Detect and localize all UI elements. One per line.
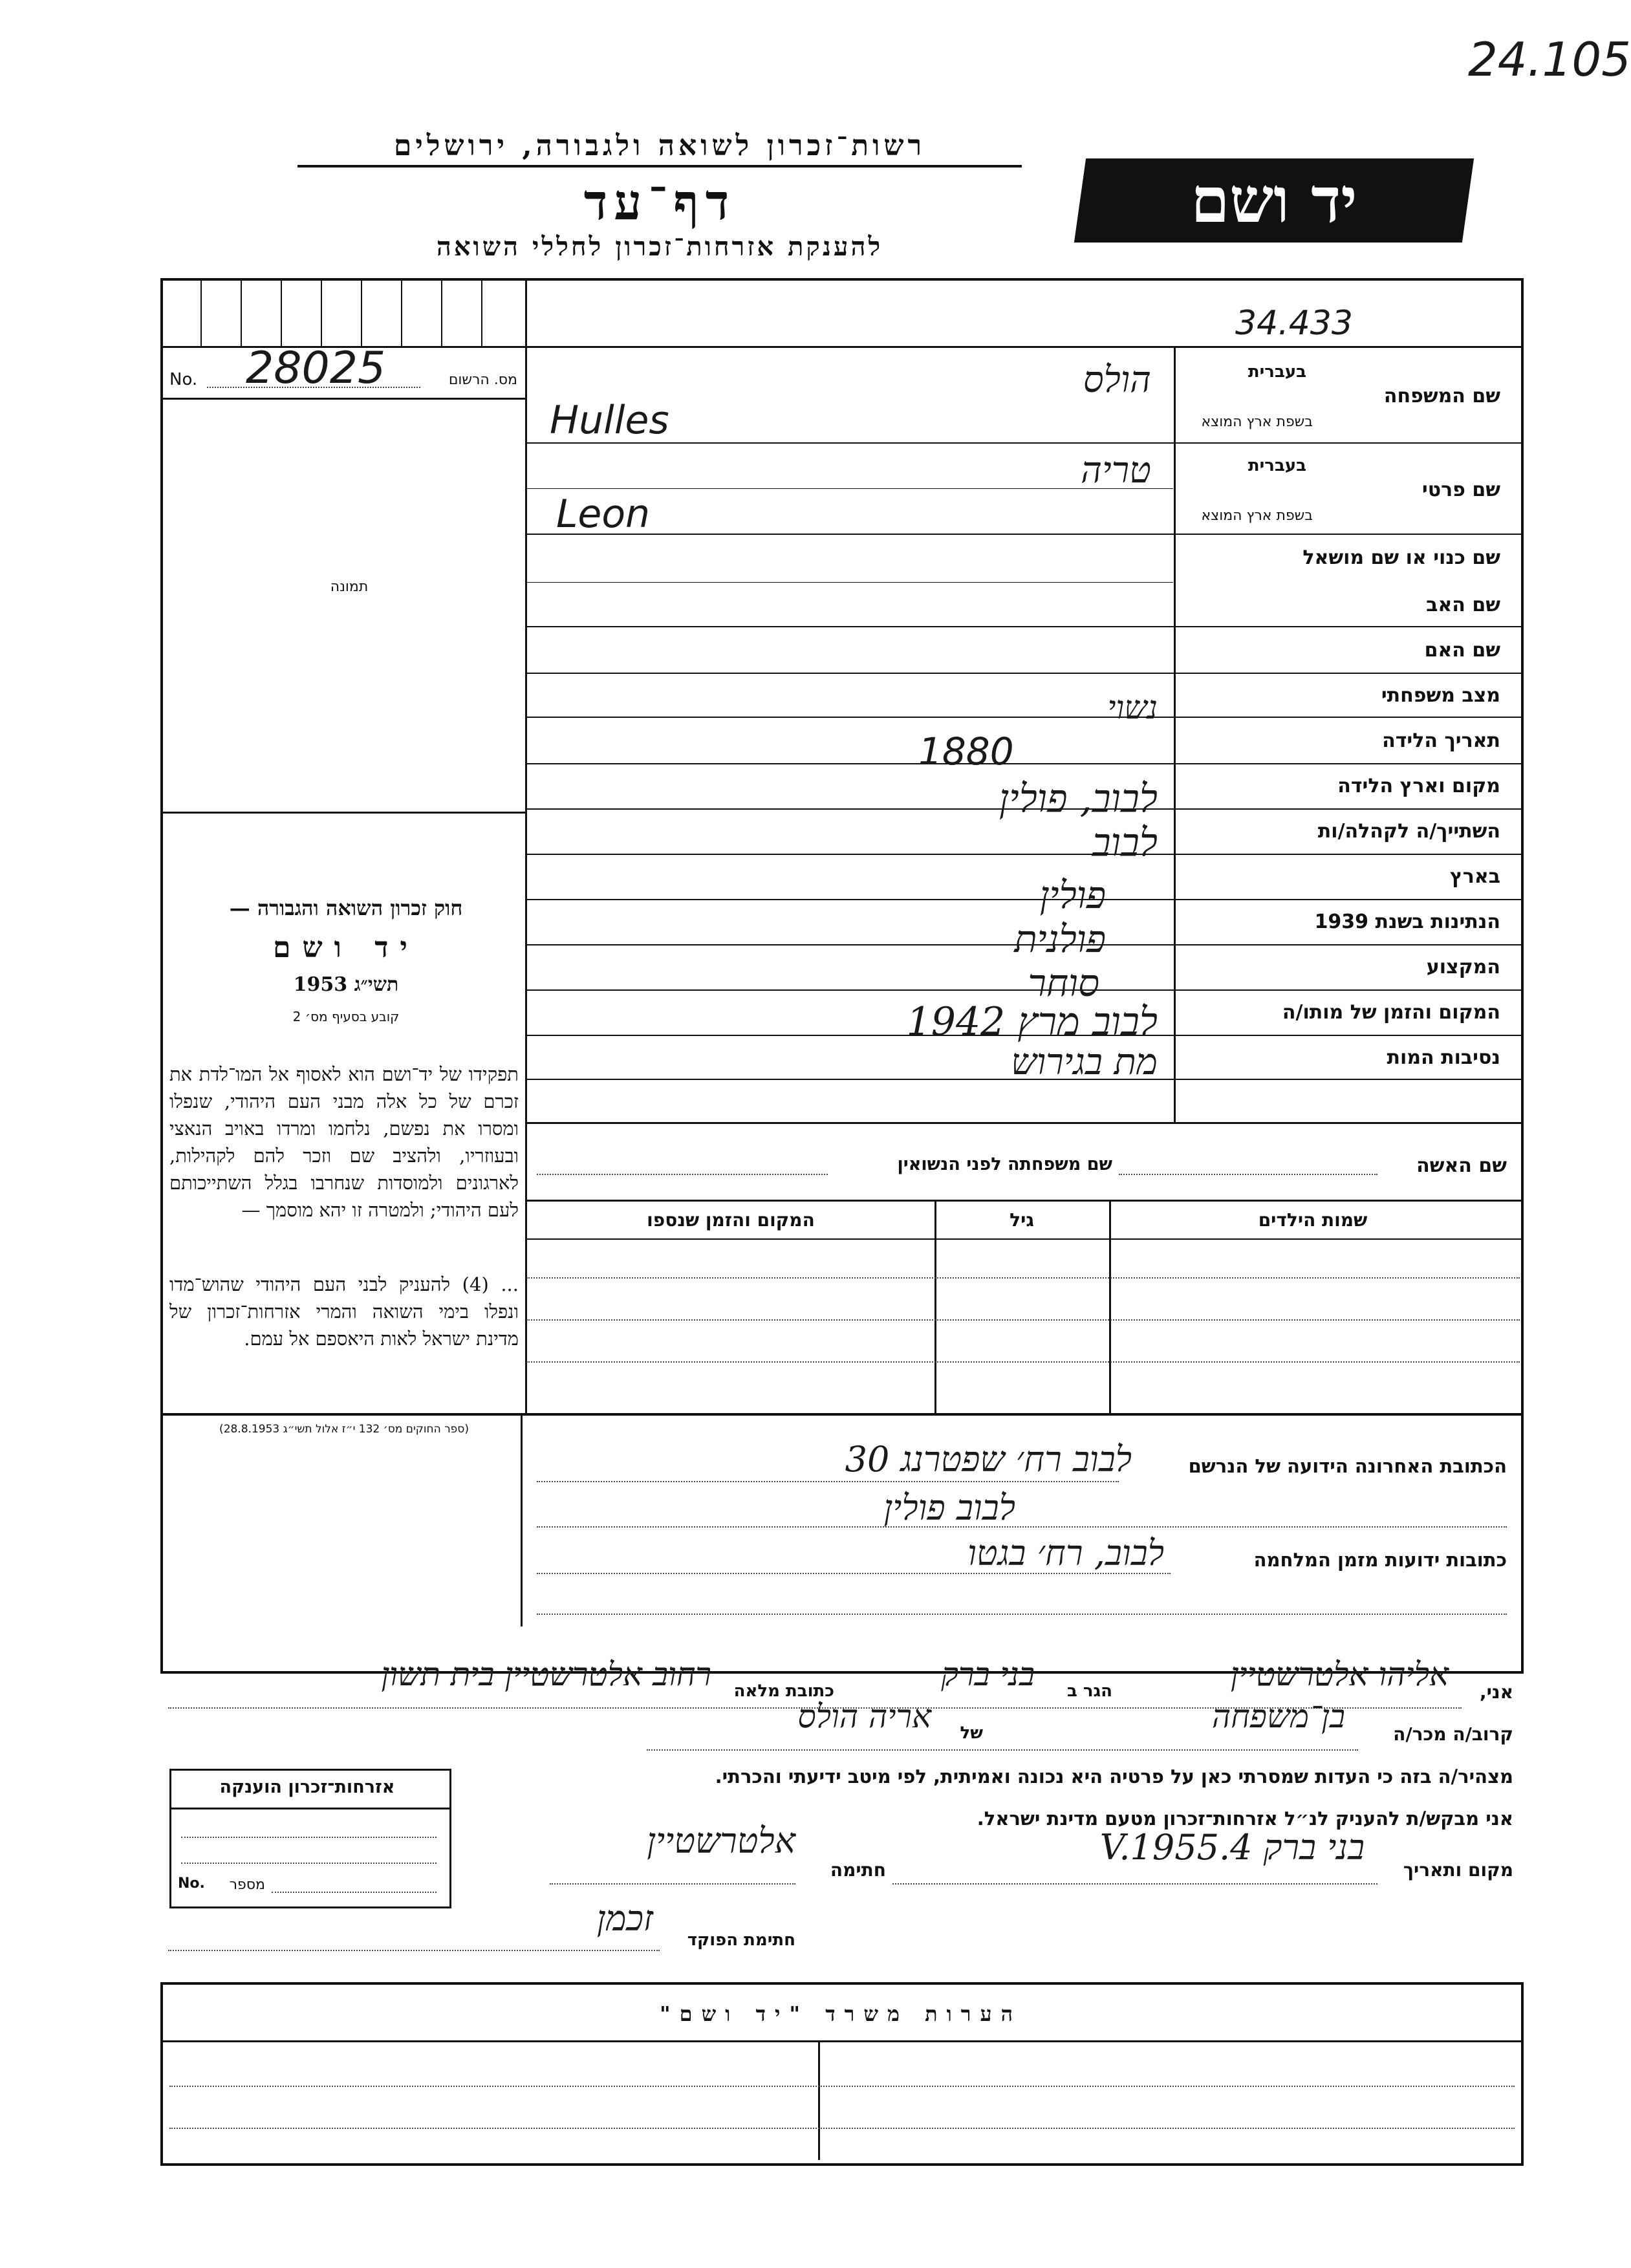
corner-number: 24.105 xyxy=(1468,32,1631,87)
citizenship-value: פולנית xyxy=(1014,917,1106,961)
law-clause: קובע בסעיף מס׳ 2 xyxy=(292,1009,400,1024)
birth-date-label: תאריך הלידה xyxy=(1382,729,1500,752)
first-name-origin-value: Leon xyxy=(556,491,651,537)
country-value: פולין xyxy=(1039,873,1106,917)
officer-signature: זכמן xyxy=(596,1898,653,1939)
birth-place-label: מקום וארץ הלידה xyxy=(1337,775,1500,797)
logo-text: יד ושם xyxy=(1191,164,1357,237)
children-header-names: שמות הילדים xyxy=(1258,1209,1368,1231)
citizenship-box-title: אזרחות־זכרון הוענקה xyxy=(219,1777,395,1797)
request-text: אני מבקש/ת להעניק לנ״ל אזרחות־זכרון מטעם מדינת ישראל. xyxy=(977,1808,1513,1830)
form-title: דף־עד xyxy=(583,173,736,231)
death-place-time-label: המקום והזמן של מותו/ה xyxy=(1282,1001,1500,1024)
law-paragraph-2: ... (4) להעניק לבני העם היהודי שהוש־מדו ונפלו בימי השואה והמרי אזרחות־זכרון של מדינת ישראל לאות היאספם אל עמם. xyxy=(169,1273,519,1350)
nickname-label: שם כנוי או שם מושאל xyxy=(1302,546,1500,569)
citizenship-label: הנתינות בשנת 1939 xyxy=(1314,911,1500,933)
law-name: יד ושם xyxy=(273,931,419,964)
profession-label: המקצוע xyxy=(1426,956,1500,978)
first-name-hebrew-value: טריה xyxy=(1081,449,1151,491)
first-name-hebrew-label: בעברית xyxy=(1248,456,1306,475)
declaration-text: מצהיר/ה בזה כי העדות שמסרתי כאן על פרטיה היא נכונה ואמיתית, לפי מיטב ידיעתי והכרתי. xyxy=(715,1766,1513,1787)
registration-label: מס. הרשום xyxy=(448,372,517,388)
profession-value: סוחר xyxy=(1028,961,1099,1005)
death-circumstances-label: נסיבות המות xyxy=(1387,1046,1500,1069)
community-value: לבוב xyxy=(1092,820,1158,865)
witness-address: רחוב אלטרשטיין בית תשון xyxy=(381,1656,711,1693)
form-number-top: 34.433 xyxy=(1235,304,1353,343)
mother-label: שם האם xyxy=(1424,639,1500,662)
country-label: בארץ xyxy=(1449,865,1500,888)
marital-label: מצב משפחתי xyxy=(1381,684,1500,707)
family-name-hebrew-value: הולס xyxy=(1083,359,1151,401)
last-address-value-2: לבוב פולין xyxy=(883,1487,1015,1528)
law-paragraph-1: תפקידו של יד־ושם הוא לאסוף אל המו־לדת את זכרם של כל אלה מבני העם היהודי, שנפלו ומסרו את נפשם, נלחמו ומרדו באויב הנאצי ובעוזריו, ולהציב שם וזכר להם לקהילות, לארגונים ולמוסדות שנחרבו בגלל השתייכותם לעם היהודי; ולמטרה זו יהא מוסמך — xyxy=(169,1063,519,1221)
war-address-label: כתובות ידועות מזמן המלחמה xyxy=(1253,1549,1507,1571)
table-row xyxy=(526,1319,1520,1321)
officer-label: חתימת הפוקד xyxy=(687,1930,795,1950)
last-address-value: לבוב רח׳ שפטרנג 30 xyxy=(845,1439,1132,1480)
witness-name: אליהו אלטרשטיין xyxy=(1230,1656,1449,1693)
death-circumstances-value: מת בגירוש xyxy=(1011,1041,1158,1083)
witness-relation: בן־משפחה xyxy=(1211,1698,1345,1735)
children-header-place: המקום והזמן שנספו xyxy=(647,1209,815,1231)
family-name-origin-value: Hulles xyxy=(550,398,669,443)
wife-maiden-label: שם משפחתה לפני הנשואין xyxy=(897,1154,1112,1174)
signature-label: חתימה xyxy=(830,1859,886,1881)
family-name-origin-label: בשפת ארץ המוצא xyxy=(1201,414,1313,430)
registration-prefix: No. xyxy=(169,370,198,389)
war-address-value: לבוב, רח׳ בגטו xyxy=(967,1533,1164,1573)
witness-signature: אלטרשטיין xyxy=(647,1820,795,1861)
notes-title: הערות משרד "יד ושם" xyxy=(659,2002,1022,2026)
citizenship-box-prefix: No. xyxy=(178,1875,205,1892)
form-subtitle: להענקת אזרחות־זכרון לחללי השואה xyxy=(436,232,883,262)
place-date-label: מקום ותאריך xyxy=(1403,1859,1513,1881)
photo-label: תמונה xyxy=(330,579,369,595)
witness-city: בני ברק xyxy=(941,1656,1035,1693)
address-label: כתובת מלאה xyxy=(733,1681,834,1701)
law-source: (ספר החוקים מס׳ 132 י״ז אלול תשי״ג 28.8.1953) xyxy=(219,1423,469,1436)
children-header-age: גיל xyxy=(1010,1209,1034,1231)
birth-place-value: לבוב, פולין xyxy=(999,776,1158,821)
table-row xyxy=(526,1361,1520,1363)
family-name-label: שם המשפחה xyxy=(1383,385,1500,407)
witness-i-label: אני, xyxy=(1480,1681,1513,1703)
birth-date-value: 1880 xyxy=(918,729,1014,773)
authority-title: רשות־זכרון לשואה ולגבורה, ירושלים xyxy=(297,129,1022,167)
yad-vashem-logo xyxy=(1074,158,1474,243)
of-name: אריה הולס xyxy=(797,1698,931,1735)
marital-value: נשוי xyxy=(1107,689,1158,726)
community-label: השתייך/ה לקהלה/ות xyxy=(1317,820,1500,843)
father-label: שם האב xyxy=(1426,594,1500,616)
law-year: תשי״ג 1953 xyxy=(293,973,399,996)
citizenship-box-number-label: מספר xyxy=(229,1877,265,1893)
notes-frame xyxy=(160,1982,1524,2166)
law-title: חוק זכרון השואה והגבורה — xyxy=(229,896,463,920)
death-place-time-value: לבוב מרץ 1942 xyxy=(906,999,1158,1044)
registration-number: 28025 xyxy=(246,343,386,394)
of-label: של xyxy=(960,1723,983,1743)
wife-label: שם האשה xyxy=(1416,1154,1507,1177)
resides-label: הגר ב xyxy=(1066,1681,1112,1701)
first-name-origin-label: בשפת ארץ המוצא xyxy=(1201,508,1313,524)
last-address-label: הכתובת האחרונה הידועה של הנרשם xyxy=(1188,1455,1507,1477)
table-row xyxy=(526,1277,1520,1279)
relation-label: קרוב/ה מכר/ה xyxy=(1393,1723,1513,1745)
family-name-hebrew-label: בעברית xyxy=(1248,362,1306,382)
first-name-label: שם פרטי xyxy=(1421,479,1500,501)
place-date-value: בני ברק 4.V.1955 xyxy=(1099,1827,1365,1868)
